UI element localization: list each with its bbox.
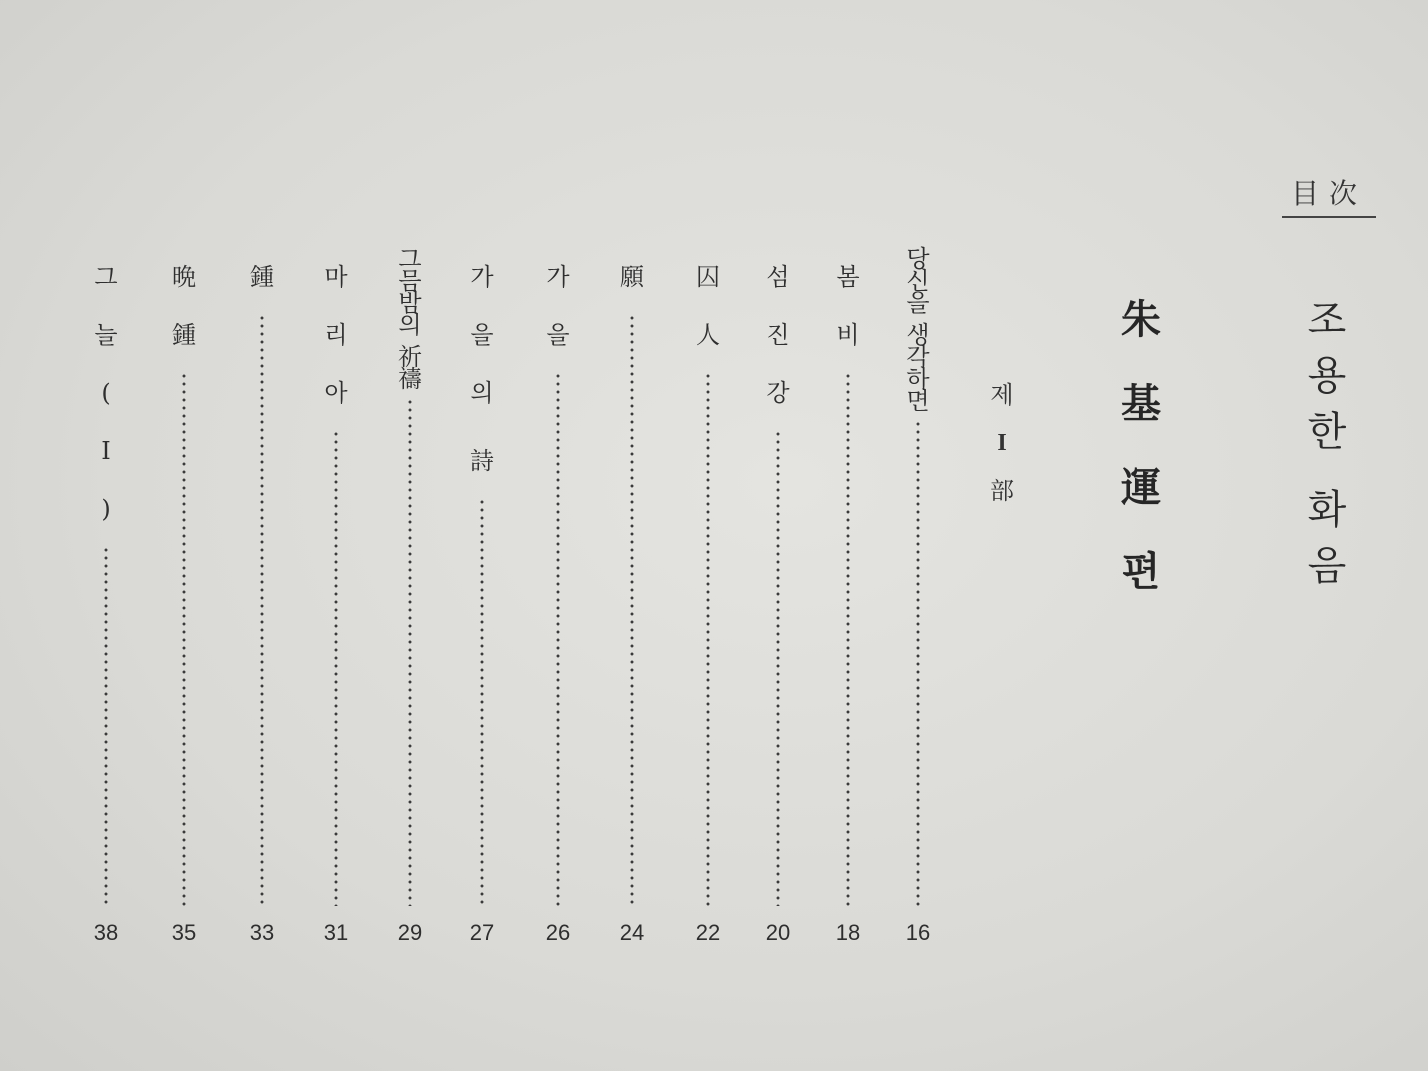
toc-entry [86, 248, 126, 958]
toc-entry-title-char: 詩 [470, 447, 494, 475]
toc-page-number: 29 [397, 920, 423, 945]
toc-entry-title [612, 248, 652, 306]
toc-entry [242, 248, 282, 958]
toc-entry [612, 248, 652, 958]
toc-entry-title-char: 신 [906, 267, 930, 295]
toc-entry [828, 248, 868, 958]
toc-entry-title-char: 밤 [398, 289, 422, 317]
collection-title-char: 용 [1307, 353, 1347, 399]
toc-entry-title-char: ) [101, 495, 111, 523]
toc-entry-title-char: 의 [398, 311, 422, 339]
poet-section-char: 基 [1121, 380, 1161, 427]
toc-leader-dots [182, 372, 186, 906]
toc-entry-title-char: 人 [696, 321, 720, 349]
collection-title-char: 조 [1307, 297, 1347, 343]
toc-page-number: 35 [171, 920, 197, 945]
toc-leader-dots [916, 420, 920, 906]
toc-entry-title-char: 진 [766, 321, 790, 349]
toc-entry-title-char: 하 [906, 365, 930, 393]
toc-leader-dots [260, 314, 264, 906]
toc-entry-title-char: 리 [324, 321, 348, 349]
toc-entry-title-char: 각 [906, 343, 930, 371]
part-label-char: 제 [990, 381, 1014, 409]
toc-entry-title-char: 가 [470, 263, 494, 291]
poet-section-char: 運 [1121, 464, 1161, 511]
toc-entry-title-char: I [101, 437, 111, 465]
toc-entry-title-char: 가 [546, 263, 570, 291]
toc-entry-title [688, 248, 728, 364]
toc-entry-title-char: ( [101, 379, 111, 407]
toc-entry-title [758, 248, 798, 422]
toc-entry [164, 248, 204, 958]
toc-entry [898, 245, 938, 958]
poet-section-title [1116, 296, 1166, 636]
part-label-char: 部 [990, 477, 1014, 505]
toc-entry-title-char: 생 [906, 321, 930, 349]
toc-entry-title [242, 248, 282, 306]
part-label-char: I [997, 430, 1007, 456]
toc-leader-dots [846, 372, 850, 906]
toc-entry-title-char: 믐 [398, 267, 422, 295]
toc-entry-title [86, 248, 126, 538]
collection-title-char: 한 [1307, 409, 1347, 455]
toc-entry-title-char: 그 [398, 245, 422, 273]
toc-entry-title-char: 강 [766, 379, 790, 407]
toc-leader-dots [334, 430, 338, 906]
toc-entry [538, 248, 578, 958]
toc-entry-title-char: 晩 [172, 263, 196, 291]
toc-entry [390, 245, 430, 958]
toc-page-number: 16 [905, 920, 931, 945]
toc-entry-title-char: 마 [324, 263, 348, 291]
toc-page-number: 31 [323, 920, 349, 945]
toc-page-number: 33 [249, 920, 275, 945]
toc-entry-title-char: 囚 [696, 263, 720, 291]
poet-section-char: 朱 [1121, 296, 1161, 343]
toc-entry-title-char: 늘 [94, 321, 118, 349]
toc-entry-title-char: 願 [620, 263, 644, 291]
toc-entry-title-char: 비 [836, 321, 860, 349]
poet-section-char: 편 [1121, 548, 1161, 595]
toc-entry [758, 248, 798, 958]
toc-entry-title [390, 245, 430, 393]
toc-entry-title-char: 禱 [398, 365, 422, 393]
toc-entry [316, 248, 356, 958]
toc-entry-title-char: 鍾 [250, 263, 274, 291]
toc-entry-title-char: 을 [470, 321, 494, 349]
toc-entry-title-char: 祈 [398, 343, 422, 371]
toc-page-number: 22 [695, 920, 721, 945]
toc-leader-dots [776, 430, 780, 906]
toc-entry-title-char: 그 [94, 263, 118, 291]
toc-leader-dots [408, 398, 412, 906]
toc-entry-title-char: 면 [906, 387, 930, 415]
toc-entry-title [462, 248, 502, 490]
toc-page-number: 20 [765, 920, 791, 945]
toc-leader-dots [706, 372, 710, 906]
toc-entry-title-char: 아 [324, 379, 348, 407]
toc-leader-dots [556, 372, 560, 906]
toc-entry-title-char: 을 [906, 289, 930, 317]
toc-entry-title-char: 섬 [766, 263, 790, 291]
toc-page-number: 38 [93, 920, 119, 945]
toc-page-number: 24 [619, 920, 645, 945]
toc-entry-title [164, 248, 204, 364]
toc-entry-title-char: 鍾 [172, 321, 196, 349]
toc-heading: 目次 [1282, 172, 1376, 218]
toc-leader-dots [630, 314, 634, 906]
toc-entry-title-char: 을 [546, 321, 570, 349]
toc-entry-title-char: 당 [906, 245, 930, 273]
collection-title-char: 화 [1307, 487, 1347, 533]
toc-leader-dots [480, 498, 484, 906]
toc-entry [688, 248, 728, 958]
toc-entry-title-char: 의 [470, 379, 494, 407]
toc-entry-title [898, 245, 938, 415]
toc-page-number: 18 [835, 920, 861, 945]
part-label [984, 383, 1020, 527]
toc-entry-title-char: 봄 [836, 263, 860, 291]
toc-page-number: 27 [469, 920, 495, 945]
toc-entry-title [538, 248, 578, 364]
toc-entry-title [828, 248, 868, 364]
toc-entry-title [316, 248, 356, 422]
toc-leader-dots [104, 546, 108, 906]
toc-page-number: 26 [545, 920, 571, 945]
collection-title [1304, 297, 1350, 602]
toc-entry [462, 248, 502, 958]
collection-title-char: 음 [1307, 543, 1347, 589]
